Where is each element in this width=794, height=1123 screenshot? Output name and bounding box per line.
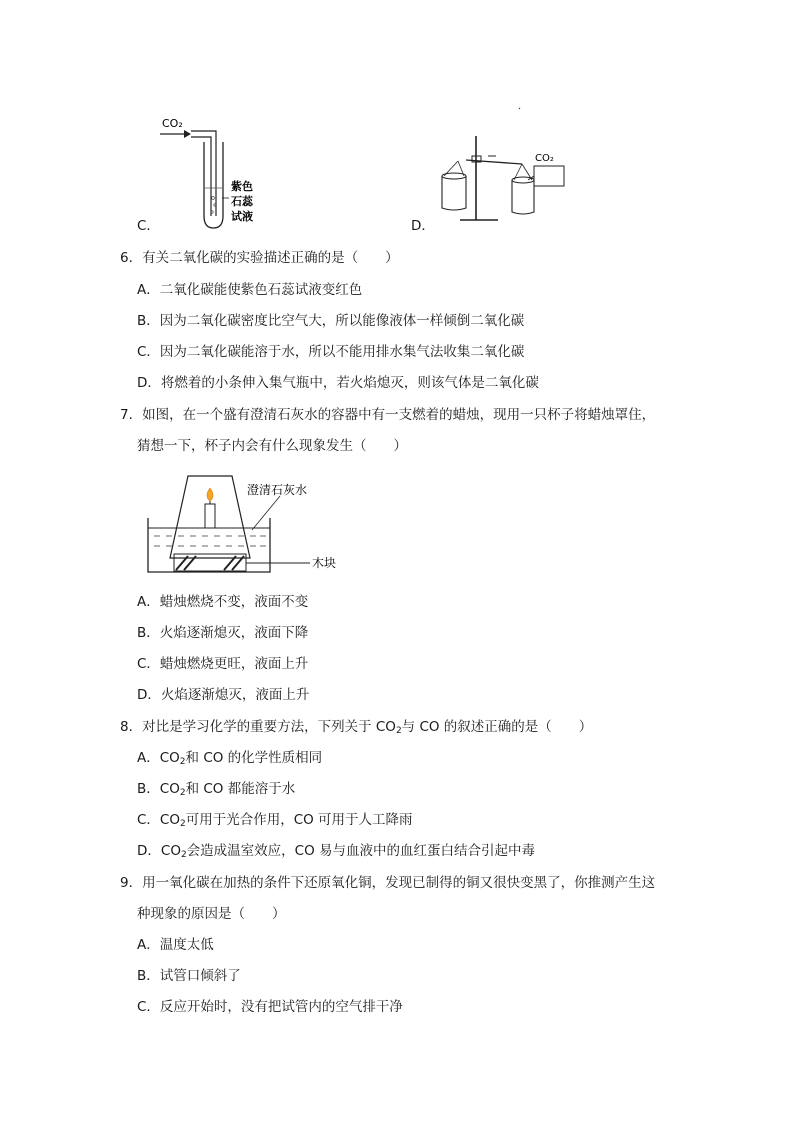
limewater-label: 澄清石灰水 — [247, 483, 308, 497]
liquid-wavelines — [154, 536, 266, 546]
q7-option-c: C．蜡烛燃烧更旺，液面上升 — [137, 656, 309, 672]
test-tube — [204, 142, 223, 228]
reagent-label-1: 紫色 — [231, 180, 253, 193]
q7-option-d: D．火焰逐渐熄灭，液面上升 — [137, 687, 310, 703]
q6-option-a: A．二氧化碳能使紫色石蕊试液变红色 — [137, 282, 363, 298]
q7-stem-continued: 猜想一下，杯子内会有什么现象发生（ ） — [137, 438, 407, 454]
figure-c-test-tube-diagram — [158, 112, 268, 230]
q9-option-b: B．试管口倾斜了 — [137, 968, 241, 984]
reagent-label-2: 石蕊 — [231, 195, 253, 208]
q7-option-b: B．火焰逐渐熄灭，液面下降 — [137, 625, 309, 641]
figure-d-balance-diagram — [436, 100, 576, 224]
q6-option-d: D．将燃着的小条伸入集气瓶中，若火焰熄灭，则该气体是二氧化碳 — [137, 375, 539, 391]
q6-option-b: B．因为二氧化碳密度比空气大，所以能像液体一样倾倒二氧化碳 — [137, 313, 525, 329]
candle-flame — [207, 488, 213, 501]
q9-stem-continued: 种现象的原因是（ ） — [137, 906, 286, 922]
figure-c-label: C． — [137, 218, 160, 234]
figure-d-gas-label: CO₂ — [535, 153, 554, 164]
q9-stem: 9．用一氧化碳在加热的条件下还原氧化铜，发现已制得的铜又很快变黑了，你推测产生这 — [120, 875, 656, 891]
arrow-head — [184, 130, 191, 138]
q8-option-c: C．$CO_2$可用于光合作用，CO 可用于人工降雨 — [137, 812, 413, 829]
reagent-label-3: 试液 — [231, 210, 253, 223]
q9-option-a: A．温度太低 — [137, 937, 214, 953]
q7-stem: 7．如图，在一个盛有澄清石灰水的容器中有一支燃着的蜡烛，现用一只杯子将蜡烛罩住， — [120, 407, 656, 423]
gas-container — [534, 166, 564, 186]
figure-d-label: D． — [411, 218, 435, 234]
q8-option-b: B．$CO_2$和 CO 都能溶于水 — [137, 781, 296, 798]
figure-c-gas-label: CO₂ — [162, 117, 183, 130]
candle-body — [205, 504, 215, 528]
q6-stem: 6．有关二氧化碳的实验描述正确的是（ ） — [120, 250, 399, 266]
right-beaker — [512, 180, 534, 214]
q8-option-d: D．$CO_2$会造成温室效应，CO 易与血液中的血红蛋白结合引起中毒 — [137, 843, 536, 860]
q6-option-c: C．因为二氧化碳能溶于水，所以不能用排水集气法收集二氧化碳 — [137, 344, 525, 360]
left-beaker — [442, 176, 466, 210]
q8-stem: 8．对比是学习化学的重要方法，下列关于 $CO_2$与 CO 的叙述正确的是（ ） — [120, 719, 593, 736]
candle-limewater-diagram — [140, 470, 360, 580]
q7-option-a: A．蜡烛燃烧不变，液面不变 — [137, 594, 309, 610]
wood-label: 木块 — [312, 556, 337, 570]
q8-option-a: A．$CO_2$和 CO 的化学性质相同 — [137, 750, 323, 767]
q9-option-c: C．反应开始时，没有把试管内的空气排干净 — [137, 999, 403, 1015]
